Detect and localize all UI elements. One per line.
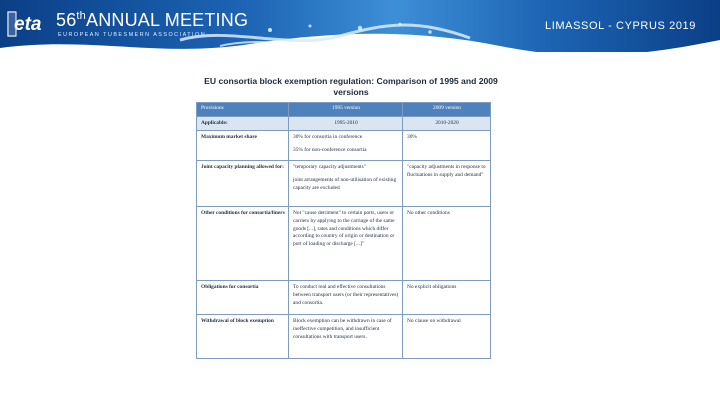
association-name: EUROPEAN TUBESMERN ASSOCIATION [58,32,207,38]
cell-1995 [289,207,403,281]
table-row [197,161,491,207]
table-header-row [197,103,491,117]
meeting-number: 56 [56,10,77,30]
column-header-1995: 1995 version [289,103,403,117]
table-row [197,131,491,161]
row-label: Withdrawal of block exemption [197,315,289,359]
cell-2009: No clause on withdrawal [403,315,491,359]
cell-1995 [289,315,403,359]
cell-text: joint arrangements of non-utilisation of existing capacity are excluded [293,176,397,191]
cell-1995 [289,281,403,315]
eta-logo [6,6,56,42]
column-header-provisions: Provisions [197,103,289,117]
cell-2009: 30% [403,131,491,161]
cell-text: To conduct real and effective consultations between transport users (or their representatives) and consortia. [293,284,399,306]
cell-1995: 1995-2010 [289,117,403,131]
cell-1995 [289,131,403,161]
cell-2009: No other conditions [403,207,491,281]
row-label: Applicable: [197,117,289,131]
cell-2009: "capacity adjustments in response to fluctuations in supply and demand" [403,161,491,207]
header-banner [0,0,720,52]
cell-2009: 2010-2020 [403,117,491,131]
cell-text: Not "cause detriment" to certain ports, users or carriers by applying to the carriage of the same goods [...], rates and conditions which differ according to country of origin or destination or port of loading or discharge [...]" [293,210,395,248]
table-row [197,281,491,315]
cell-1995 [289,161,403,207]
row-label: Maximum market share [197,131,289,161]
cell-2009: No explicit obligations [403,281,491,315]
meeting-location: LIMASSOL - CYPRUS 2019 [545,20,696,32]
row-label: Obligations for consortia [197,281,289,315]
cell-text: 35% for non-conference consortia [293,146,367,153]
row-label: Joint capacity planning allowed for: [197,161,289,207]
cell-text: 30% for consortia in conference [293,134,363,140]
logo-text: eta [14,14,42,35]
cell-text: "temporary capacity adjustments" [293,164,366,170]
comparison-table [196,102,491,359]
table-row [197,315,491,359]
cell-text: Block exemption can be withdrawn in case of ineffective competition, and insufficient consultations with transport users. [293,318,392,340]
meeting-title [56,10,248,31]
column-header-2009: 2009 version [403,103,491,117]
table-row [197,207,491,281]
row-label: Other conditions for consortia/liners [197,207,289,281]
document-title: EU consortia block exemption regulation: Comparison of 1995 and 2009 versions [204,76,498,97]
meeting-name: ANNUAL MEETING [86,10,249,30]
meeting-suffix: th [76,10,86,22]
table-row-applicable [197,117,491,131]
